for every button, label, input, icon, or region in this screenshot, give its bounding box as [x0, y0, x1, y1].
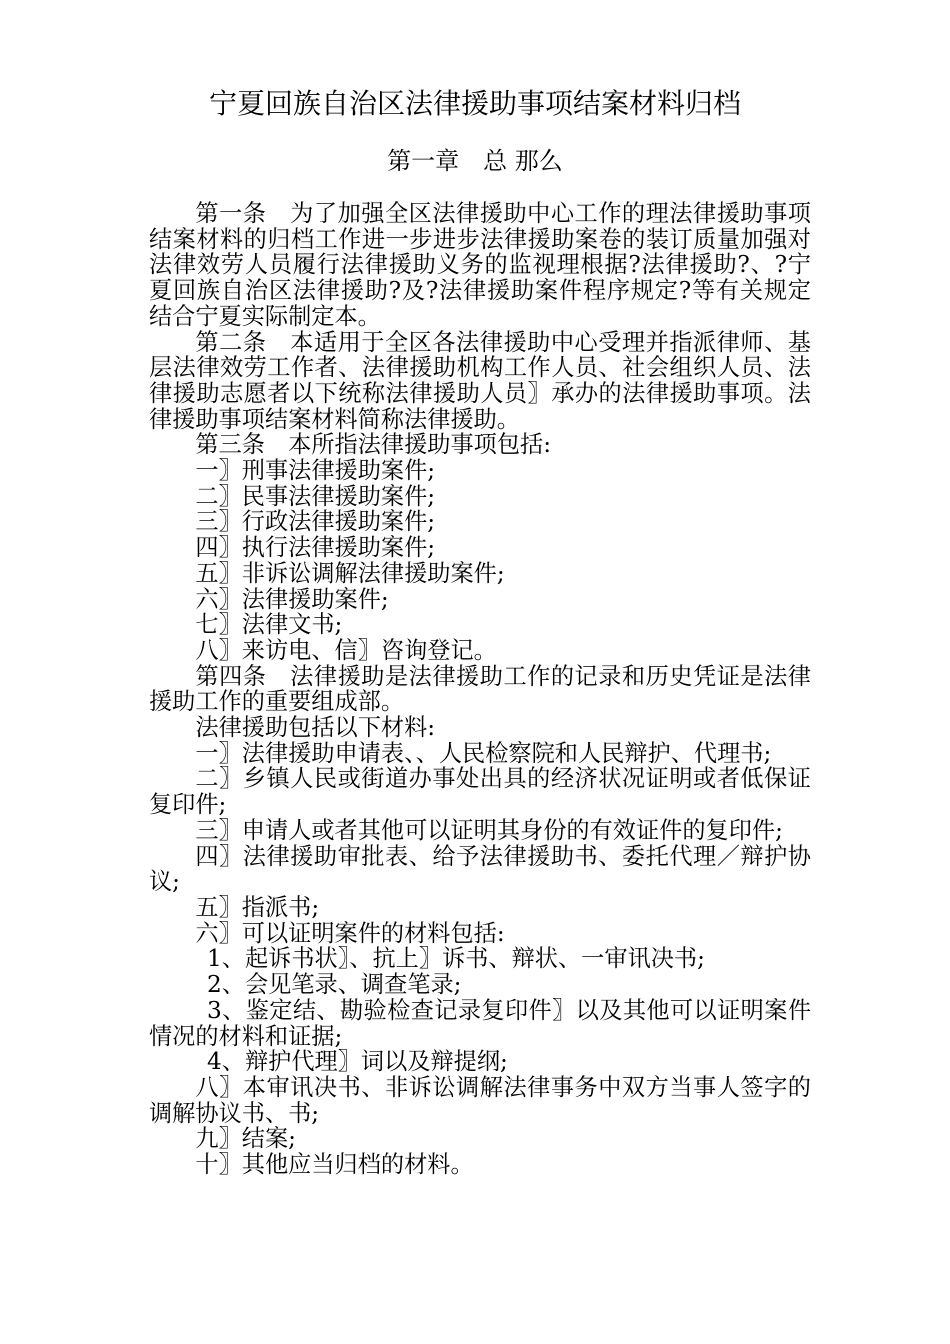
paragraph-materials-intro: 法律援助包括以下材料: [195, 714, 436, 742]
list-item: 一〗法律援助申请表、、人民检察院和人民辩护、代理书; [195, 739, 772, 767]
list-item: 十〗其他应当归档的材料。 [195, 1151, 474, 1179]
list-item: 四〗法律援助审批表、给予法律援助书、委托代理／辩护协议; [149, 842, 811, 896]
list-item: 五〗非诉讼调解法律援助案件; [195, 559, 505, 587]
list-item: 六〗法律援助案件; [195, 585, 389, 613]
list-item: 八〗本审讯决书、非诉讼调解法律事务中双方当事人签字的调解协议书、书; [149, 1073, 811, 1127]
paragraph-article-3: 第三条 本所指法律援助事项包括: [195, 431, 552, 459]
sub-list-item: 1、起诉书状〗、抗上〗诉书、辩状、一审讯决书; [207, 945, 705, 973]
list-item: 四〗执行法律援助案件; [195, 534, 436, 562]
list-item: 三〗申请人或者其他可以证明其身份的有效证件的复印件; [195, 816, 783, 844]
list-item: 八〗来访电、信〗咨询登记。 [195, 636, 497, 664]
sub-list-item: 2、会见笔录、调查笔录; [207, 971, 462, 999]
list-item: 七〗法律文书; [195, 611, 343, 639]
document-title: 宁夏回族自治区法律援助事项结案材料归档 [208, 87, 741, 120]
paragraph-article-4: 第四条 法律援助是法律援助工作的记录和历史凭证是法律援助工作的重要组成部。 [149, 662, 811, 716]
sub-list-item: 4、辩护代理〗词以及辩提纲; [207, 1048, 508, 1076]
list-item: 二〗乡镇人民或街道办事处出具的经济状况证明或者低保证复印件; [149, 765, 811, 819]
list-item: 一〗刑事法律援助案件; [195, 457, 436, 485]
paragraph-article-2: 第二条 本适用于全区各法律援助中心受理并指派律师、基层法律效劳工作者、法律援助机构工作人员、社会组织人员、法律援助志愿者以下统称法律援助人员〗承办的法律援助事项。法律援助事项结案材料简称法律援助。 [149, 328, 811, 433]
list-item: 五〗指派书; [195, 893, 320, 921]
list-item: 六〗可以证明案件的材料包括: [195, 919, 505, 947]
chapter-heading: 第一章 总 那么 [387, 147, 563, 175]
list-item: 九〗结案; [195, 1125, 296, 1153]
paragraph-article-1: 第一条 为了加强全区法律援助中心工作的理法律援助事项结案材料的归档工作进一步进步法律援助案卷的装订质量加强对法律效劳人员履行法律援助义务的监视理根据?法律援助?、?宁夏回族自治区法律援助?及?法律援助案件程序规定?等有关规定结合宁夏实际制定本。 [149, 200, 811, 330]
list-item: 二〗民事法律援助案件; [195, 482, 436, 510]
list-item: 三〗行政法律援助案件; [195, 508, 436, 536]
document-body [149, 201, 811, 1178]
sub-list-item: 3、鉴定结、勘验检查记录复印件〗以及其他可以证明案件情况的材料和证据; [149, 996, 811, 1050]
